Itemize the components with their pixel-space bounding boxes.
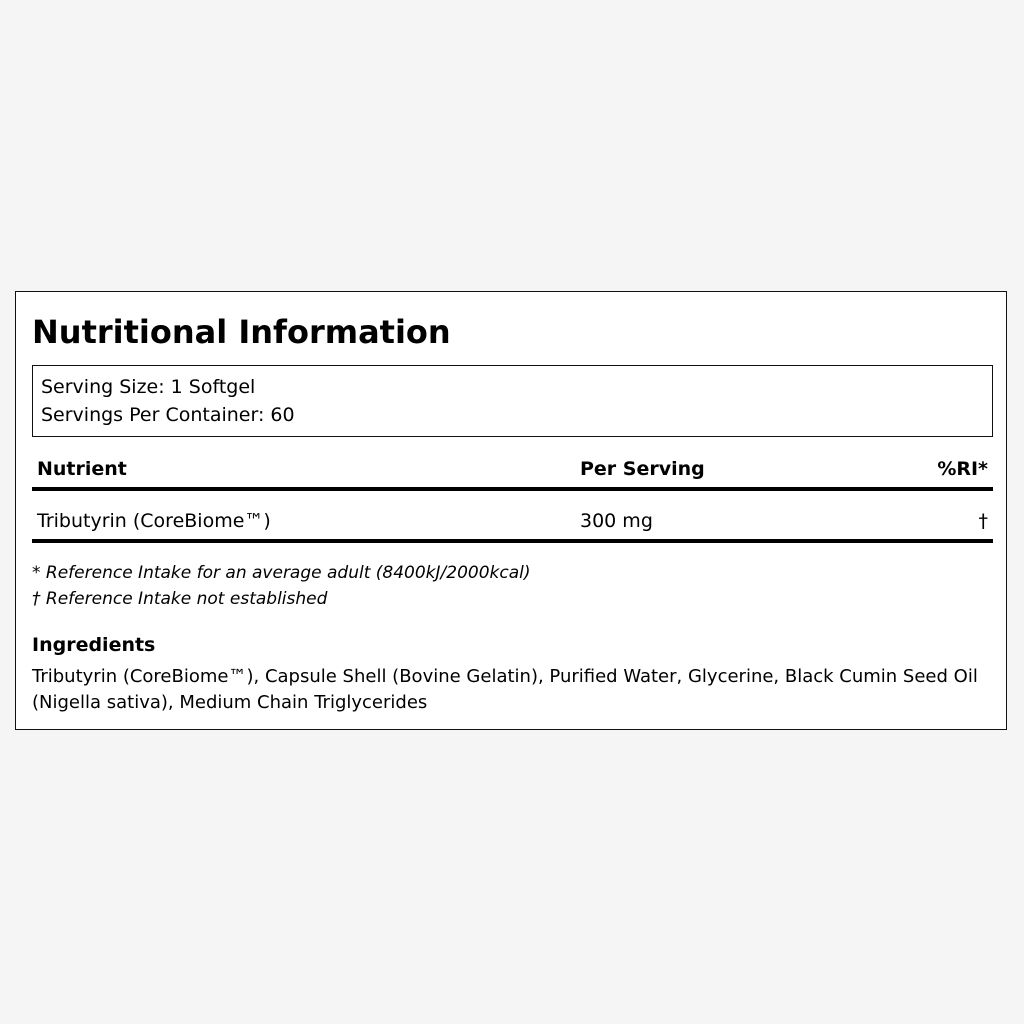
table-row <box>32 505 993 543</box>
row-ri: † <box>978 510 988 532</box>
footnotes <box>32 560 531 612</box>
serving-info-box <box>32 365 993 437</box>
header-per-serving: Per Serving <box>580 458 705 480</box>
nutrient-table-header <box>32 453 993 491</box>
header-ri: %RI* <box>937 458 988 480</box>
nutrition-panel <box>15 291 1007 730</box>
row-nutrient: Tributyrin (CoreBiome™) <box>37 510 271 532</box>
servings-per-container: Servings Per Container: 60 <box>41 404 295 426</box>
row-per-serving: 300 mg <box>580 510 653 532</box>
ingredients-text: Tributyrin (CoreBiome™), Capsule Shell (Bovine Gelatin), Purified Water, Glycerine, Black Cumin Seed Oil (Nigella sativa), Medium Chain Triglycerides <box>32 666 978 713</box>
header-nutrient: Nutrient <box>37 458 127 480</box>
footnote-reference-intake: * Reference Intake for an average adult (8400kJ/2000kcal) <box>32 563 531 583</box>
footnote-not-established: † Reference Intake not established <box>32 589 328 609</box>
ingredients-title: Ingredients <box>32 634 156 656</box>
serving-size: Serving Size: 1 Softgel <box>41 376 256 398</box>
panel-title: Nutritional Information <box>32 313 451 351</box>
